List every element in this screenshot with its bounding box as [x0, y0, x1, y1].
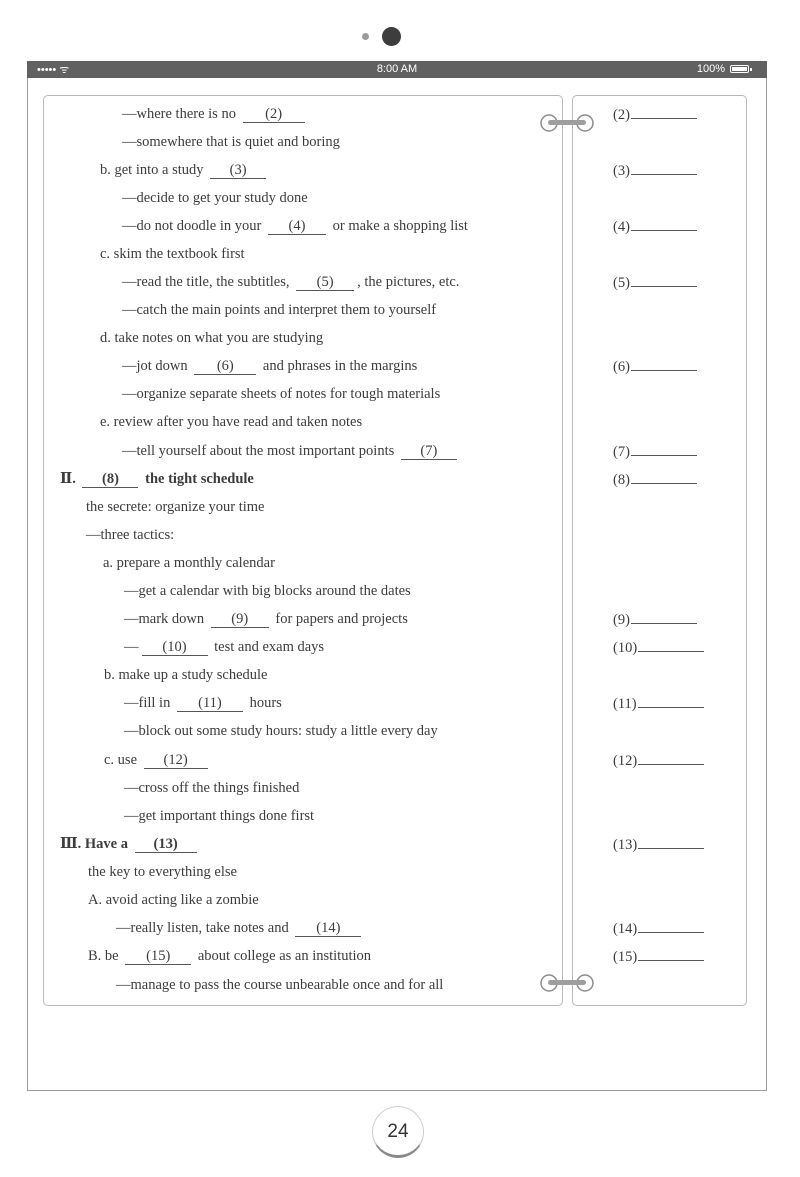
answer-line[interactable] — [638, 919, 704, 933]
answer-label: (5) — [613, 275, 630, 291]
outline-line — [122, 133, 340, 151]
line-text: for papers and projects — [271, 611, 408, 627]
line-text: —where there is no — [122, 106, 240, 122]
fill-in-blank: (12) — [144, 752, 208, 769]
outline-line — [86, 526, 174, 544]
line-text: —decide to get your study done — [122, 190, 308, 206]
outline-line — [122, 217, 468, 235]
fill-in-blank: (10) — [142, 639, 208, 656]
signal-wifi-indicator: ••••• ᯤ — [37, 64, 70, 76]
answer-slot[interactable] — [613, 161, 697, 180]
answer-slot[interactable] — [613, 217, 697, 236]
line-text: —read the title, the subtitles, — [122, 274, 294, 290]
line-text: test and exam days — [210, 639, 325, 655]
fill-in-blank: (11) — [177, 695, 243, 712]
line-text: about college as an institution — [194, 948, 372, 964]
answer-label: (9) — [613, 612, 630, 628]
answer-line[interactable] — [631, 161, 697, 175]
line-text: —fill in — [124, 695, 174, 711]
line-text: a. prepare a monthly calendar — [103, 555, 275, 571]
fill-in-blank: (15) — [125, 948, 191, 965]
fill-in-blank: (7) — [401, 443, 457, 460]
line-text: b. make up a study schedule — [104, 667, 268, 683]
line-text: —three tactics: — [86, 527, 175, 543]
answer-line[interactable] — [638, 751, 704, 765]
outline-line — [88, 891, 259, 909]
answer-line[interactable] — [631, 105, 697, 119]
outline-line — [100, 329, 323, 347]
line-text: —somewhere that is quiet and boring — [122, 134, 340, 150]
answer-slot[interactable] — [613, 442, 697, 461]
outline-line — [124, 638, 324, 656]
outline-line — [122, 357, 417, 375]
outline-line — [124, 722, 438, 740]
answer-slot[interactable] — [613, 470, 697, 489]
fill-in-blank: (6) — [194, 358, 256, 375]
line-text: the key to everything else — [88, 864, 237, 880]
outline-line — [88, 863, 237, 881]
line-text: hours — [245, 695, 282, 711]
line-text: —cross off the things finished — [124, 780, 300, 796]
outline-line — [104, 751, 211, 769]
outline-line — [124, 807, 314, 825]
camera-sensor — [362, 33, 369, 40]
answer-slot[interactable] — [613, 919, 704, 938]
line-text: —get a calendar with big blocks around the dates — [124, 583, 411, 599]
fill-in-blank: (3) — [210, 162, 266, 179]
outline-line — [104, 666, 268, 684]
line-text: —manage to pass the course unbearable once and for all — [116, 977, 444, 993]
answer-line[interactable] — [631, 610, 697, 624]
answer-slot[interactable] — [613, 638, 704, 657]
answer-line[interactable] — [638, 947, 704, 961]
outline-line — [122, 189, 308, 207]
line-text: — — [124, 639, 139, 655]
line-text: —block out some study hours: study a little every day — [124, 723, 438, 739]
line-text: Ⅱ. — [60, 471, 80, 487]
answer-label: (12) — [613, 753, 638, 769]
answer-line[interactable] — [631, 470, 697, 484]
line-text: B. be — [88, 948, 123, 964]
line-text: —get important things done first — [124, 808, 315, 824]
answer-label: (15) — [613, 949, 638, 965]
answer-label: (3) — [613, 163, 630, 179]
line-text: c. skim the textbook first — [100, 246, 245, 262]
fill-in-blank: (4) — [268, 218, 326, 235]
fill-in-blank: (13) — [135, 836, 197, 853]
outline-line — [88, 947, 371, 965]
line-text: or make a shopping list — [328, 218, 468, 234]
line-text: the secrete: organize your time — [86, 499, 265, 515]
line-text: —organize separate sheets of notes for tough materials — [122, 386, 441, 402]
answer-slot[interactable] — [613, 273, 697, 292]
fill-in-blank: (14) — [295, 920, 361, 937]
answer-line[interactable] — [638, 835, 704, 849]
outline-line — [116, 976, 443, 994]
outline-line — [122, 105, 308, 123]
outline-line — [60, 835, 200, 853]
answer-slot[interactable] — [613, 751, 704, 770]
outline-line — [103, 554, 275, 572]
answer-line[interactable] — [638, 694, 704, 708]
outline-line — [100, 161, 269, 179]
battery-percent: 100% — [696, 63, 725, 75]
answer-label: (13) — [613, 837, 638, 853]
binder-ring-top-icon — [538, 112, 596, 134]
battery-icon — [730, 65, 749, 73]
answer-label: (6) — [613, 359, 630, 375]
outline-line — [100, 245, 245, 263]
answer-slot[interactable] — [613, 835, 704, 854]
line-text: e. review after you have read and taken notes — [100, 414, 363, 430]
answer-line[interactable] — [631, 357, 697, 371]
line-text: —really listen, take notes and — [116, 920, 293, 936]
answer-line[interactable] — [638, 638, 704, 652]
outline-line — [60, 470, 254, 488]
answer-line[interactable] — [631, 273, 697, 287]
line-text: b. get into a study — [100, 162, 208, 178]
line-text: —mark down — [124, 611, 208, 627]
status-bar — [27, 61, 767, 78]
page-number: 24 — [372, 1106, 424, 1158]
fill-in-blank: (2) — [243, 106, 305, 123]
line-text: d. take notes on what you are studying — [100, 330, 324, 346]
answer-label: (10) — [613, 640, 638, 656]
fill-in-blank: (9) — [211, 611, 269, 628]
outline-line — [122, 442, 460, 460]
line-text: the tight schedule — [141, 471, 254, 487]
answer-label: (7) — [613, 444, 630, 460]
answer-label: (14) — [613, 921, 638, 937]
line-text: Ⅲ. Have a — [60, 836, 132, 852]
answer-slot[interactable] — [613, 694, 704, 713]
answer-label: (2) — [613, 107, 630, 123]
outline-line — [124, 610, 408, 628]
outline-line — [124, 582, 411, 600]
line-text: A. avoid acting like a zombie — [88, 892, 259, 908]
answer-line[interactable] — [631, 217, 697, 231]
outline-line — [122, 273, 459, 291]
fill-in-blank: (8) — [82, 471, 138, 488]
outline-line — [122, 385, 440, 403]
line-text: and phrases in the margins — [259, 358, 418, 374]
fill-in-blank: (5) — [296, 274, 354, 291]
answer-label: (8) — [613, 472, 630, 488]
line-text: , the pictures, etc. — [357, 274, 460, 290]
front-camera — [382, 27, 401, 46]
line-text: —jot down — [122, 358, 192, 374]
answer-label: (4) — [613, 219, 630, 235]
answer-label: (11) — [613, 696, 637, 712]
answer-slot[interactable] — [613, 610, 697, 629]
line-text: —tell yourself about the most important points — [122, 443, 398, 459]
answer-slot[interactable] — [613, 947, 704, 966]
outline-line — [116, 919, 364, 937]
answer-line[interactable] — [631, 442, 697, 456]
status-time: 8:00 AM — [376, 63, 418, 75]
line-text: c. use — [104, 752, 141, 768]
line-text: —catch the main points and interpret them to yourself — [122, 302, 437, 318]
outline-line — [122, 301, 436, 319]
outline-line — [100, 413, 362, 431]
outline-line — [124, 779, 299, 797]
outline-line — [86, 498, 265, 516]
binder-ring-bottom-icon — [538, 972, 596, 994]
outline-line — [124, 694, 282, 712]
line-text: —do not doodle in your — [122, 218, 265, 234]
answer-slot[interactable] — [613, 357, 697, 376]
answer-slot[interactable] — [613, 105, 697, 124]
